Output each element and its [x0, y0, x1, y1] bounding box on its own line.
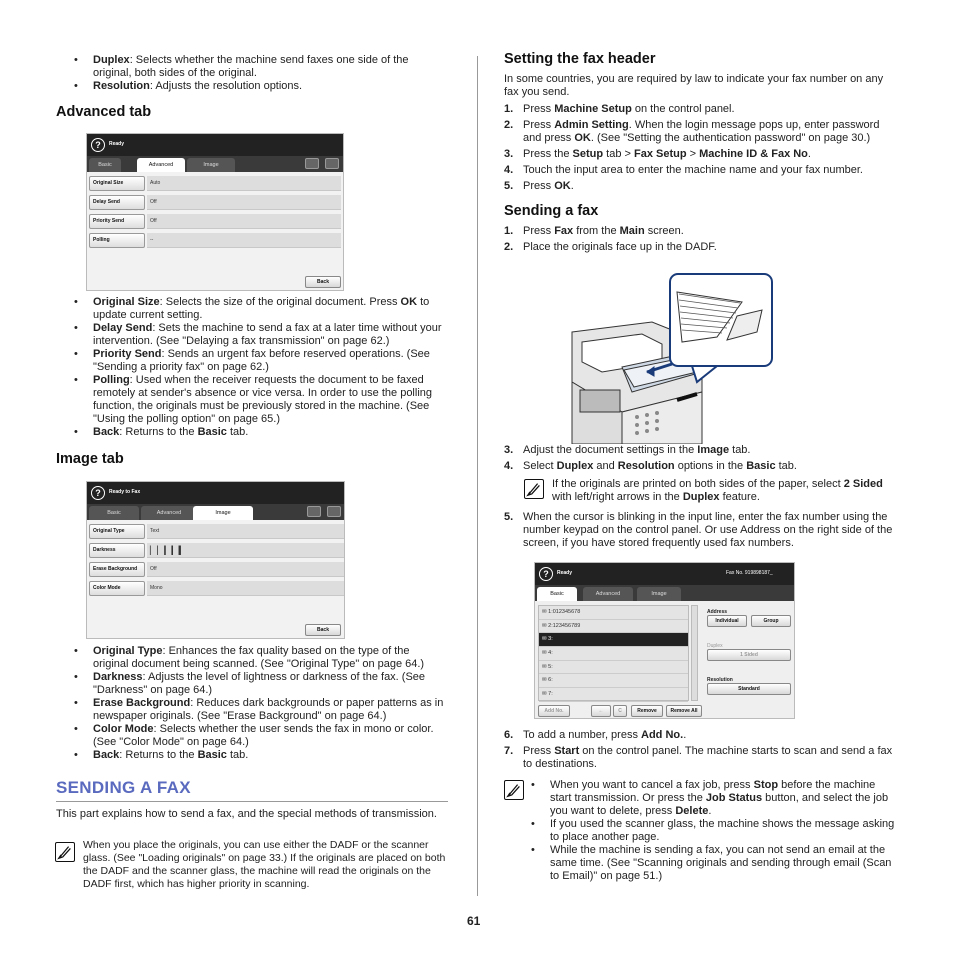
bold-text: Machine ID & Fax No: [699, 148, 808, 160]
backspace-button[interactable]: [591, 705, 611, 717]
text: button, and select the job you want to delete, press: [550, 792, 889, 817]
setting-label[interactable]: Priority Send: [89, 214, 145, 229]
step-item: [504, 164, 896, 177]
step-number: 3.: [504, 444, 514, 456]
list-item-text: 4:: [548, 650, 553, 657]
tab-advanced[interactable]: Advanced: [583, 587, 633, 601]
bold-text: Basic: [197, 426, 227, 438]
bullet-item: [56, 645, 448, 671]
bold-text: Delete: [675, 805, 709, 817]
step-item: [504, 119, 896, 145]
address-label: Address: [707, 609, 728, 615]
text: : Returns to the: [119, 749, 198, 761]
setting-value: Text: [147, 524, 344, 539]
list-scrollbar[interactable]: [691, 605, 698, 701]
section-rule: [56, 801, 448, 802]
step-number: 5.: [504, 180, 514, 192]
resolution-selector[interactable]: Standard: [707, 683, 791, 695]
text: If the originals are printed on both sides of the paper, select: [552, 478, 844, 490]
text: tab.: [729, 444, 751, 456]
text: on the control panel.: [631, 103, 735, 115]
text: : Sets the machine to send a fax at a later time without your intervention. (See "Delaying a fax transmission" on page 62.): [93, 322, 442, 347]
bullet-item: [56, 374, 448, 426]
add-no-button[interactable]: Add No.: [538, 705, 570, 717]
text: : Used when the receiver requests the document to be faxed remotely at sender's absence or vice versa. In order to use the polling function, the originals must be previously stored in the machine. (See "Using the polling option" on page 65.): [93, 374, 433, 425]
step-item: [504, 241, 896, 254]
tab-advanced[interactable]: Advanced: [137, 158, 185, 172]
bullet-item: [56, 671, 448, 697]
note-icon: [55, 842, 75, 862]
step-number: 1.: [504, 103, 514, 115]
text: To add a number, press: [523, 729, 642, 741]
fax-header-heading: Setting the fax header: [504, 51, 656, 67]
advanced-tab-heading: Advanced tab: [56, 104, 152, 120]
bullet-item: [56, 723, 448, 749]
text: Press the: [523, 148, 573, 160]
text: feature.: [719, 491, 760, 503]
bold-text: Admin Setting: [554, 119, 629, 131]
tab-advanced[interactable]: Advanced: [141, 506, 197, 520]
fax-icon: ✉: [542, 609, 549, 615]
list-item[interactable]: [539, 661, 688, 675]
text: While the machine is sending a fax, you can not send an email at the same time. (See "Scanning originals and sending through email (Scan to Email)" on page 51.): [550, 844, 892, 882]
text: tab.: [226, 749, 249, 761]
text: Press: [523, 180, 555, 192]
step-item: [504, 225, 896, 238]
text: >: [686, 148, 700, 160]
setting-value: [147, 543, 344, 558]
fax-basic-screenshot: [534, 562, 795, 719]
status-bar: [535, 563, 794, 585]
fax-icon: ✉: [542, 636, 549, 643]
bold-text: Fax Setup: [633, 148, 687, 160]
bold-text: Duplex: [682, 491, 720, 503]
help-icon: ?: [91, 138, 105, 152]
bullet-item: [56, 697, 448, 723]
status-text: Ready: [557, 570, 573, 576]
text: : Sends an urgent fax before reserved operations. (See "Sending a priority fax" on page 62.): [93, 348, 430, 373]
tab-basic[interactable]: Basic: [537, 587, 577, 601]
bold-text: Stop: [753, 779, 779, 791]
text: before the machine start transmission. Or press the: [550, 779, 876, 804]
fax-header-intro: In some countries, you are required by law to indicate your fax number on any fax you send.: [504, 73, 884, 98]
section-intro: This part explains how to send a fax, and the special methods of transmission.: [56, 808, 437, 820]
text: Place the originals face up in the DADF.: [523, 241, 717, 253]
setting-label[interactable]: Delay Send: [89, 195, 145, 210]
text: : Reduces dark backgrounds or paper patterns as in newspaper originals. (See "Erase Background" on page 64.): [93, 697, 444, 722]
bullet-item: [56, 80, 448, 93]
setting-value: Mono: [147, 581, 344, 596]
text: .: [807, 148, 811, 160]
fax-number-list[interactable]: [538, 605, 689, 701]
list-item-text: 5:: [548, 663, 553, 670]
list-item-text: 6:: [548, 677, 553, 684]
remove-button[interactable]: Remove: [631, 705, 663, 717]
setting-label[interactable]: Original Type: [89, 524, 145, 539]
text: .: [708, 805, 712, 817]
tab-bar: [535, 585, 794, 601]
list-item[interactable]: [539, 620, 688, 634]
step-number: 4.: [504, 460, 514, 472]
bold-text: Start: [554, 745, 580, 757]
tab-image[interactable]: Image: [193, 506, 253, 520]
text: : Adjusts the level of lightness or darkness of the fax. (See "Darkness" on page 64.): [93, 671, 426, 696]
tab-bar: [87, 504, 344, 520]
dadf-machine-illustration: [552, 272, 774, 444]
list-item-text: 2:123456789: [548, 622, 581, 629]
arrow-left-icon: ←: [598, 708, 604, 714]
bold-text: Resolution: [93, 80, 150, 92]
setting-label[interactable]: Erase Background: [89, 562, 145, 577]
step-number: 7.: [504, 745, 514, 757]
list-item-text: 7:: [548, 691, 553, 698]
note-bullet: [513, 779, 897, 818]
text: When you want to cancel a fax job, press: [550, 779, 754, 791]
text: tab.: [226, 426, 249, 438]
text: : Selects whether the machine send faxes one side of the original, both sides of the original.: [93, 54, 409, 79]
bold-text: OK: [574, 132, 591, 144]
text: Select: [523, 460, 557, 472]
bullet-item: [56, 296, 448, 322]
fax-header-steps: [504, 103, 896, 196]
screen-icon[interactable]: [305, 158, 319, 169]
list-item[interactable]: [539, 688, 688, 702]
text: : Returns to the: [119, 426, 198, 438]
list-item-text: 1:012345678: [548, 609, 581, 615]
fax-icon: ✉: [542, 650, 549, 657]
bold-text: Duplex: [556, 460, 594, 472]
duplex-selector[interactable]: 1 Sided: [707, 649, 791, 661]
text: tab >: [603, 148, 634, 160]
step-item: [504, 511, 896, 550]
status-text: Ready: [109, 141, 125, 147]
fax-icon: ✉: [542, 677, 549, 684]
text: .: [570, 180, 574, 192]
text: .: [683, 729, 687, 741]
step-item: [504, 745, 896, 771]
bold-text: Erase Background: [93, 697, 191, 709]
fax-number-display: Fax No. 919898187_: [726, 570, 773, 576]
step-item: [504, 444, 896, 457]
page-number: 61: [467, 914, 481, 928]
section-note: When you place the originals, you can use either the DADF or the scanner glass. (See "Loading originals" on page 33.) If the originals are placed on both the DADF and the scanner glass, the machine will read the originals on the DADF first, which has higher priority in scanning.: [83, 839, 446, 890]
bullet-item: [56, 426, 448, 439]
step-number: 6.: [504, 729, 514, 741]
text: : Selects the size of the original document. Press: [159, 296, 401, 308]
list-item-text: 3:: [548, 636, 553, 643]
step-item: [504, 729, 896, 742]
step-number: 3.: [504, 148, 514, 160]
bold-text: Add No.: [641, 729, 684, 741]
tab-basic[interactable]: Basic: [89, 158, 121, 172]
help-icon: ?: [539, 567, 553, 581]
status-bar: [87, 134, 343, 156]
bold-text: 2 Sided: [843, 478, 883, 490]
step-item: [504, 460, 896, 473]
bold-text: Basic: [197, 749, 227, 761]
back-button[interactable]: Back: [305, 276, 341, 288]
text: : Selects whether the user sends the fax in mono or color. (See "Color Mode" on page 64.): [93, 723, 434, 748]
tab-image[interactable]: Image: [187, 158, 235, 172]
fax-icon: ✉: [542, 691, 549, 698]
text: . (See "Setting the authentication password" on page 30.): [590, 132, 871, 144]
bullet-item: [56, 322, 448, 348]
bold-text: Job Status: [705, 792, 763, 804]
note-bullet: [513, 818, 897, 844]
list-item[interactable]: [539, 633, 688, 647]
bold-text: Basic: [746, 460, 776, 472]
advanced-tab-screenshot: [86, 133, 344, 291]
text: screen.: [644, 225, 684, 237]
bullet-item: [56, 54, 448, 80]
final-notes: [513, 779, 897, 883]
text: Press: [523, 225, 555, 237]
text: Press: [523, 745, 555, 757]
sending-steps-4: [504, 729, 896, 774]
text: options in the: [674, 460, 747, 472]
bold-text: Image: [697, 444, 730, 456]
duplex-label: Duplex: [707, 643, 723, 649]
bold-text: Fax: [554, 225, 574, 237]
setting-value: Auto: [147, 176, 341, 191]
sending-steps-1: [504, 225, 896, 257]
text: When the cursor is blinking in the input line, enter the fax number using the number keypad on the control panel. Or use Address on the right side of the screen, if you have stored frequently used fax numbers.: [523, 511, 893, 549]
group-button[interactable]: Group: [751, 615, 791, 627]
image-tab-screenshot: [86, 481, 345, 639]
text: : Adjusts the resolution options.: [149, 80, 303, 92]
text: : Enhances the fax quality based on the type of the original document being scanned. (See "Original Type" on page 64.): [93, 645, 425, 670]
sending-steps-2: [504, 444, 896, 476]
note-bullet: [513, 844, 897, 883]
setting-value: Off: [147, 214, 341, 229]
bold-text: Setup: [572, 148, 604, 160]
image-bullets: [56, 645, 448, 762]
text: If you used the scanner glass, the machine shows the message asking to place another page.: [550, 818, 895, 843]
step-number: 2.: [504, 119, 514, 131]
step-item: [504, 180, 896, 193]
bold-text: Color Mode: [93, 723, 154, 735]
bold-text: Main: [619, 225, 645, 237]
screen-icon[interactable]: [307, 506, 321, 517]
note-icon: [524, 479, 544, 499]
help-icon: ?: [91, 486, 105, 500]
fax-icon: ✉: [542, 622, 549, 629]
text: Press: [523, 103, 555, 115]
advanced-bullets: [56, 296, 448, 439]
home-icon[interactable]: [327, 506, 341, 517]
clear-button[interactable]: C: [613, 705, 627, 717]
step-number: 1.: [504, 225, 514, 237]
bold-text: Priority Send: [93, 348, 162, 360]
column-divider: [477, 56, 478, 896]
text: on the control panel. The machine starts to scan and send a fax to destinations.: [523, 745, 893, 770]
step-number: 5.: [504, 511, 514, 523]
back-button[interactable]: Back: [305, 624, 341, 636]
bullet-item: [56, 749, 448, 762]
list-item[interactable]: [539, 647, 688, 661]
text: Adjust the document settings in the: [523, 444, 698, 456]
setting-value: --: [147, 233, 341, 248]
individual-button[interactable]: Individual: [707, 615, 747, 627]
bold-text: Resolution: [617, 460, 675, 472]
duplex-note: [552, 478, 896, 504]
text: to update current setting.: [93, 296, 430, 321]
sending-steps-3: [504, 511, 896, 553]
bold-text: Original Size: [93, 296, 160, 308]
bold-text: Machine Setup: [554, 103, 632, 115]
bold-text: Duplex: [93, 54, 130, 66]
step-number: 4.: [504, 164, 514, 176]
text: from the: [573, 225, 620, 237]
setting-label[interactable]: Color Mode: [89, 581, 145, 596]
tab-bar: [87, 156, 343, 172]
text: Press: [523, 119, 555, 131]
step-item: [504, 103, 896, 116]
text: and: [593, 460, 618, 472]
text: Touch the input area to enter the machine name and your fax number.: [523, 164, 863, 176]
list-item[interactable]: [539, 674, 688, 688]
bold-text: OK: [554, 180, 571, 192]
darkness-bars-icon: ▏▏▎▎▍: [150, 546, 186, 555]
bold-text: Original Type: [93, 645, 163, 657]
resolution-label: Resolution: [707, 677, 733, 683]
tab-basic[interactable]: Basic: [89, 506, 139, 520]
bold-text: Back: [93, 749, 120, 761]
tab-image[interactable]: Image: [637, 587, 681, 601]
home-icon[interactable]: [325, 158, 339, 169]
bold-text: Polling: [93, 374, 130, 386]
bold-text: Darkness: [93, 671, 143, 683]
image-tab-heading: Image tab: [56, 451, 124, 467]
bold-text: Delay Send: [93, 322, 153, 334]
remove-all-button[interactable]: Remove All: [666, 705, 702, 717]
status-bar: [87, 482, 344, 504]
setting-value: Off: [147, 195, 341, 210]
intro-bullets: [56, 54, 448, 93]
setting-label[interactable]: Darkness: [89, 543, 145, 558]
bold-text: OK: [400, 296, 418, 308]
setting-label[interactable]: Original Size: [89, 176, 145, 191]
list-item[interactable]: [539, 606, 688, 620]
setting-value: Off: [147, 562, 344, 577]
bullet-item: [56, 348, 448, 374]
section-title: SENDING A FAX: [56, 778, 191, 797]
text: tab.: [775, 460, 797, 472]
status-text: Ready to Fax: [109, 489, 141, 495]
step-number: 2.: [504, 241, 514, 253]
step-item: [504, 148, 896, 161]
text: with left/right arrows in the: [552, 491, 683, 503]
sending-fax-heading: Sending a fax: [504, 203, 599, 219]
setting-label[interactable]: Polling: [89, 233, 145, 248]
fax-icon: ✉: [542, 663, 549, 670]
bold-text: Back: [93, 426, 120, 438]
text: . When the login message pops up, enter password and press: [523, 119, 880, 144]
